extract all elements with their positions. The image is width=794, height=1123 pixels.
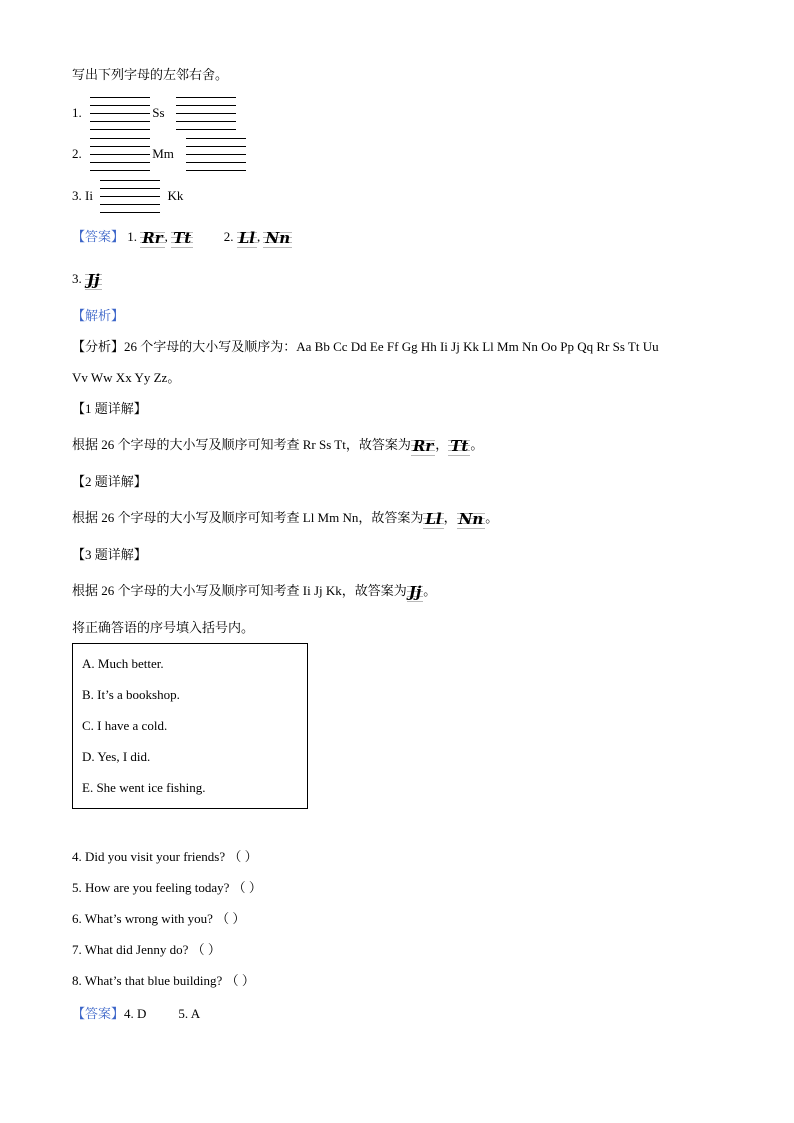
fenxi-label: 【分析】 [72,339,125,354]
question-1-number: 1. [72,105,82,120]
answer-2-number: 2. [223,229,234,244]
answer-5: 5. A [178,1006,201,1021]
option-c: C. I have a cold. [82,718,168,733]
question-4: 4. Did you visit your friends? （ ） [72,849,258,864]
answer-comma: , [164,229,168,244]
detail-comma: ， [443,510,457,525]
answer-3 [72,270,102,290]
question-5: 5. How are you feeling today? （ ） [72,880,262,895]
question-1-letter: Ss [152,105,165,120]
option-d: D. Yes, I did. [82,749,151,764]
question-8: 8. What’s that blue building? （ ） [72,973,255,988]
answer-1-number: 1. [127,229,138,244]
detail-1-text [72,436,483,456]
answer-1b-handwriting: Tt [173,229,192,248]
answer-3-number: 3. [72,271,82,286]
answer-4: 4. D [124,1006,147,1021]
option-e: E. She went ice fishing. [82,780,206,795]
options-box [72,643,308,809]
detail-1-label: 【1 题详解】 [72,401,147,416]
detail-3-sentence: 根据 26 个字母的大小写及顺序可知考查 Ii Jj Kk，故答案为 [72,583,407,598]
question-6: 6. What’s wrong with you? （ ） [72,911,246,926]
answer-1a-handwriting: Rr [142,229,163,248]
question-3-letter: Kk [167,188,184,203]
answer-2b-handwriting: Nn [265,229,291,248]
detail-period: 。 [485,510,499,525]
detail-comma: ， [435,437,449,452]
option-a: A. Much better. [82,656,164,671]
instruction-match: 将正确答语的序号填入括号内。 [72,620,255,635]
detail-3-label: 【3 题详解】 [72,547,147,562]
detail-2-sentence: 根据 26 个字母的大小写及顺序可知考查 Ll Mm Nn，故答案为 [72,510,424,525]
detail-1b-handwriting: Tt [450,437,469,456]
question-3-number: 3. Ii [72,188,93,203]
detail-3-handwriting: Jj [408,583,422,602]
answer-letters [72,228,292,248]
answer-label: 【答案】 [72,229,125,244]
detail-period: 。 [423,583,437,598]
answer-label-2: 【答案】 [72,1006,125,1021]
question-7: 7. What did Jenny do? （ ） [72,942,221,957]
answer-3-handwriting: Jj [87,271,100,290]
question-2-number: 2. [72,146,82,161]
answer-matching [72,1005,200,1023]
question-2-letter: Mm [152,146,174,161]
fenxi-text-1: 26 个字母的大小写及顺序为：Aa Bb Cc Dd Ee Ff Gg Hh Ii Jj Kk Ll Mm Nn Oo Pp Qq Rr Ss Tt Uu [124,339,659,354]
detail-2-text [72,509,498,529]
instruction-letters: 写出下列字母的左邻右舍。 [72,67,229,82]
detail-1-sentence: 根据 26 个字母的大小写及顺序可知考查 Rr Ss Tt，故答案为 [72,437,411,452]
analysis-label: 【解析】 [72,308,125,323]
answer-comma: , [256,229,261,244]
detail-1a-handwriting: Rr [412,437,434,456]
answer-2a-handwriting: Ll [238,229,255,248]
detail-2b-handwriting: Nn [458,510,484,529]
detail-period: 。 [470,437,484,452]
detail-3-text [72,582,436,602]
analysis-text [72,338,659,356]
option-b: B. It’s a bookshop. [82,687,180,702]
detail-2a-handwriting: Ll [425,510,442,529]
detail-2-label: 【2 题详解】 [72,474,147,489]
fenxi-text-2: Vv Ww Xx Yy Zz。 [72,370,181,385]
